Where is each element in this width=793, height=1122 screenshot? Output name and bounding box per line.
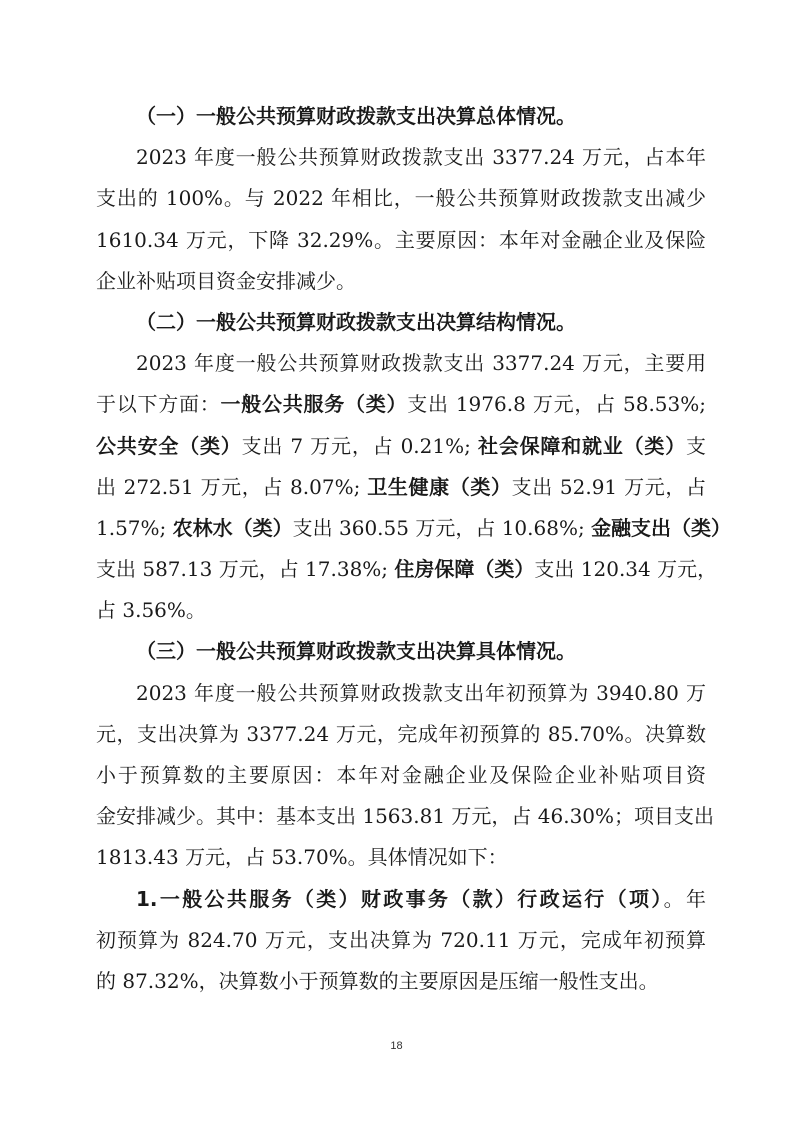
paragraph-line (96, 549, 718, 590)
item-title: 1.一般公共服务（类）财政事务（款）行政运行（项） (136, 886, 664, 911)
paragraph-line: 企业补贴项目资金安排减少。 (96, 268, 356, 293)
text-run: 出 272.51 万元，占 8.07%; (96, 474, 361, 499)
paragraph-line: 支出的 100%。与 2022 年相比，一般公共预算财政拨款支出减少 (96, 186, 706, 211)
document-page (96, 96, 732, 1002)
paragraph-line: 2023 年度一般公共预算财政拨款支出 3377.24 万元，主要用 (136, 351, 706, 376)
text-run: 支出 52.91 万元，占 (511, 474, 707, 499)
category-label: 卫生健康（类） (367, 474, 512, 499)
paragraph-line (96, 426, 706, 467)
text-run: 1.57%; (96, 515, 167, 540)
category-label: 公共安全（类） (96, 433, 242, 458)
page-number: 18 (390, 1040, 403, 1052)
paragraph-line (96, 384, 706, 425)
paragraph-line (96, 508, 732, 549)
text-run: 支出 360.55 万元，占 10.68%; (292, 515, 585, 540)
text-run: 支出 120.34 万元， (534, 557, 718, 582)
paragraph-line (96, 467, 706, 508)
text-run: 支出 7 万元，占 0.21%; (241, 433, 471, 458)
text-run: 支出 1976.8 万元，占 58.53%; (407, 392, 706, 417)
text-run: 。年 (663, 886, 707, 911)
paragraph-line: 2023 年度一般公共预算财政拨款支出 3377.24 万元，占本年 (136, 145, 706, 170)
category-label: 金融支出（类） (591, 515, 732, 540)
paragraph-line: 小于预算数的主要原因：本年对金融企业及保险企业补贴项目资 (96, 763, 706, 787)
category-label: 住房保障（类） (394, 557, 535, 582)
paragraph-line: 1813.43 万元，占 53.70%。具体情况如下： (96, 845, 508, 870)
category-label: 一般公共服务（类） (220, 392, 408, 417)
paragraph-line: 的 87.32%，决算数小于预算数的主要原因是压缩一般性支出。 (96, 968, 659, 993)
section-heading-2: （二）一般公共预算财政拨款支出决算结构情况。 (136, 309, 576, 334)
text-run: 支出 587.13 万元，占 17.38%; (96, 557, 389, 582)
paragraph-line: 元，支出决算为 3377.24 万元，完成年初预算的 85.70%。决算数 (96, 721, 706, 746)
paragraph-line: 1610.34 万元，下降 32.29%。主要原因：本年对金融企业及保险 (96, 227, 706, 252)
category-label: 社会保障和就业（类） (478, 433, 687, 458)
paragraph-line: 初预算为 824.70 万元，支出决算为 720.11 万元，完成年初预算 (96, 927, 706, 952)
item-title-line (96, 879, 706, 920)
category-label: 农林水（类） (172, 515, 293, 540)
section-heading-1: （一）一般公共预算财政拨款支出决算总体情况。 (136, 104, 576, 128)
paragraph-line: 2023 年度一般公共预算财政拨款支出年初预算为 3940.80 万 (136, 680, 706, 705)
text-run: 支 (686, 433, 707, 458)
section-heading-3: （三）一般公共预算财政拨款支出决算具体情况。 (136, 639, 576, 664)
text-run: 于以下方面： (96, 392, 221, 417)
paragraph-line: 占 3.56%。 (96, 598, 206, 623)
paragraph-line: 金安排减少。其中：基本支出 1563.81 万元，占 46.30%；项目支出 (96, 804, 715, 829)
